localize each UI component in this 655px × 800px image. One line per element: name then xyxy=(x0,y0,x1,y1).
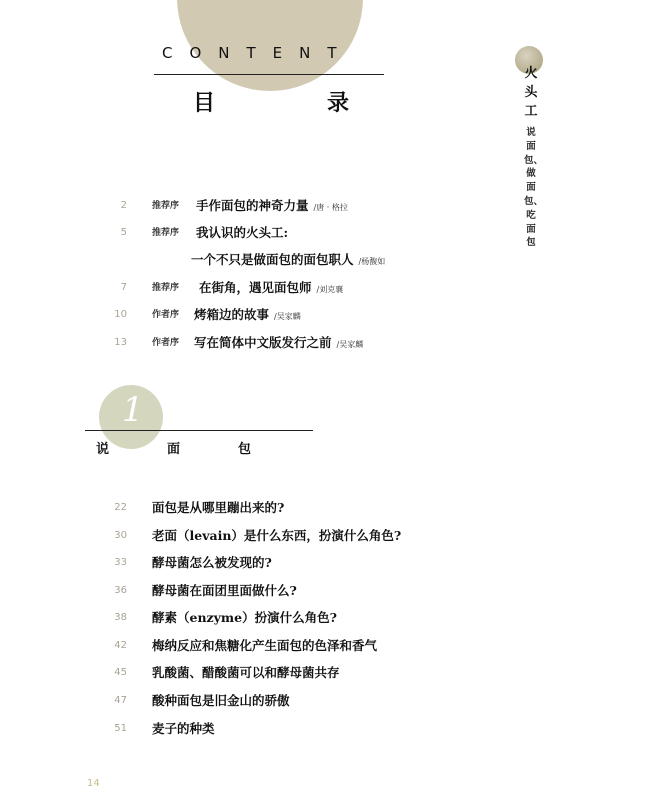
chapter-divider xyxy=(85,430,313,431)
chapter-entry-title: 酸种面包是旧金山的骄傲 xyxy=(152,693,290,708)
chapter-entry-page: 45 xyxy=(114,667,127,678)
chapter-entry-page: 51 xyxy=(114,723,127,734)
heading-divider xyxy=(154,74,384,75)
toc-tag: 作者序 xyxy=(152,338,180,348)
toc-entry-title xyxy=(191,249,385,273)
toc-author: /刘克襄 xyxy=(316,285,344,294)
chapter-entry-title: 面包是从哪里蹦出来的? xyxy=(152,500,285,515)
toc-entry-title-text: 在街角，遇见面包师 xyxy=(199,280,312,295)
chapter-entry-page: 47 xyxy=(114,695,127,706)
toc-page-number: 13 xyxy=(114,337,127,348)
chapter-entry-page: 36 xyxy=(114,585,127,596)
chapter-entry-title: 老面（levain）是什么东西，扮演什么角色? xyxy=(152,528,402,543)
toc-tag: 推荐序 xyxy=(152,283,180,293)
toc-title: 目录 xyxy=(193,91,462,116)
toc-entry-title xyxy=(194,332,363,356)
toc-entry-title xyxy=(194,304,301,328)
chapter-entry-title: 酵母菌在面团里面做什么? xyxy=(152,583,297,598)
page-number: 14 xyxy=(87,778,100,789)
chapter-entry-title: 酵母菌怎么被发现的? xyxy=(152,555,272,570)
toc-entry-title xyxy=(196,222,293,246)
toc-entry-title-text: 烤箱边的故事 xyxy=(194,307,270,322)
side-book-title: 火头工 xyxy=(524,66,538,119)
toc-tag: 作者序 xyxy=(152,310,180,320)
toc-entry-title-text: 一个不只是做面包的面包职人 xyxy=(191,252,354,267)
toc-entry-title xyxy=(196,195,348,219)
toc-page-number: 10 xyxy=(114,309,127,320)
chapter-title: 说面包 xyxy=(96,442,310,457)
toc-page-number: 5 xyxy=(120,227,127,238)
chapter-entry-title: 酵素（enzyme）扮演什么角色? xyxy=(152,610,337,625)
toc-tag: 推荐序 xyxy=(152,228,180,238)
toc-tag: 推荐序 xyxy=(152,201,180,211)
chapter-entry-page: 22 xyxy=(114,502,127,513)
toc-entry-title-text: 写在简体中文版发行之前 xyxy=(194,335,332,350)
toc-author: /杨馥如 xyxy=(358,257,386,266)
chapter-entry-title: 麦子的种类 xyxy=(152,721,215,736)
chapter-entry-page: 38 xyxy=(114,612,127,623)
toc-entry-title-text: 我认识的火头工: xyxy=(196,225,289,240)
toc-page-number: 7 xyxy=(120,282,127,293)
toc-entry-title xyxy=(199,277,343,301)
chapter-entry-page: 33 xyxy=(114,557,127,568)
toc-author: /吴家麟 xyxy=(336,340,364,349)
toc-author: /吴家麟 xyxy=(274,312,301,321)
chapter-entry-title: 乳酸菌、醋酸菌可以和酵母菌共存 xyxy=(152,665,340,680)
chapter-entry-page: 42 xyxy=(114,640,127,651)
toc-author: /唐 · 格拉 xyxy=(313,203,348,212)
chapter-entry-title: 梅纳反应和焦糖化产生面包的色泽和香气 xyxy=(152,638,378,653)
side-book-subtitle: 说面包、做面包、吃面包 xyxy=(524,127,544,249)
toc-page-number: 2 xyxy=(120,200,127,211)
chapter-number: 1 xyxy=(122,390,144,430)
toc-entry-title-text: 手作面包的神奇力量 xyxy=(196,198,309,213)
content-heading: CONTENT xyxy=(162,44,354,62)
chapter-entry-page: 30 xyxy=(114,530,127,541)
